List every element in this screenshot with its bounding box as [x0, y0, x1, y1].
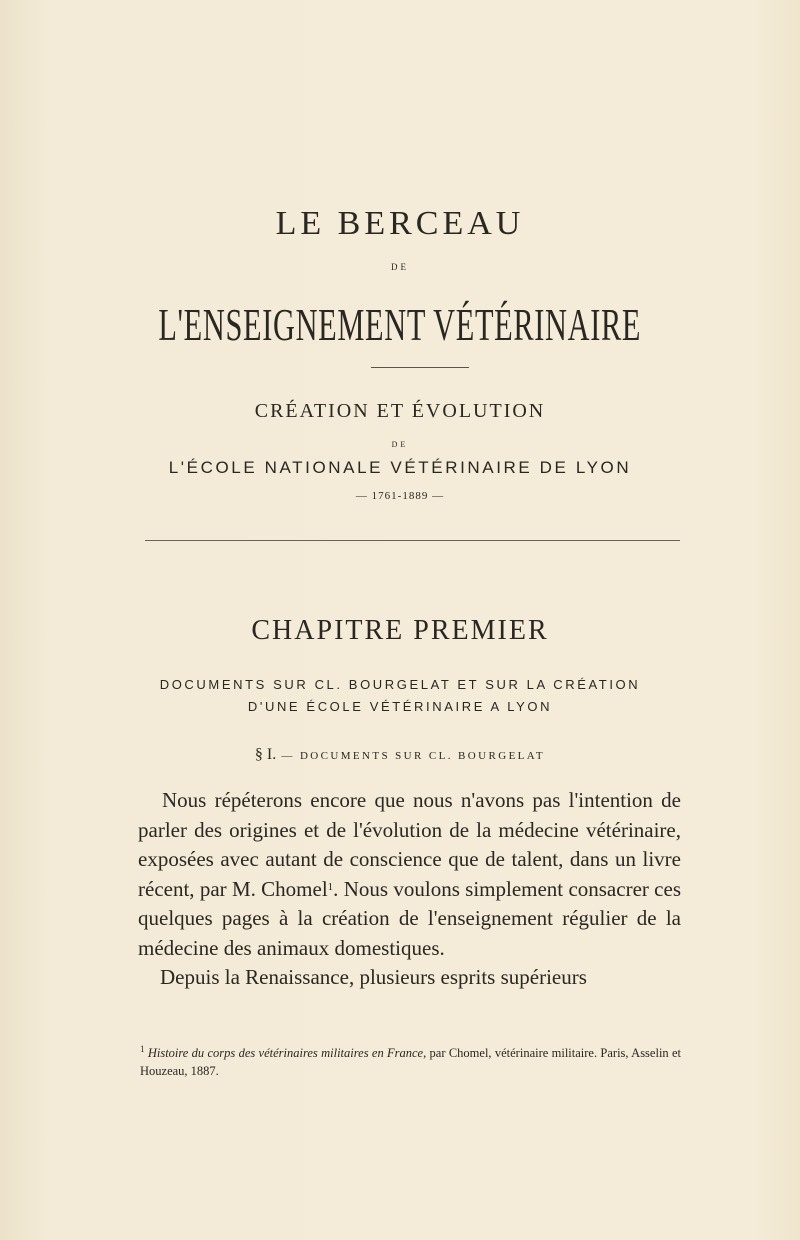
subtitle-line-1: CRÉATION ET ÉVOLUTION: [254, 400, 546, 422]
section-heading: [0, 746, 800, 764]
title-line-2-text: L'ENSEIGNEMENT VÉTÉRINAIRE: [158, 299, 642, 350]
section-symbol: § I.: [254, 746, 277, 763]
paragraph-1-part-1: Nous répéterons encore que nous n'avons pas l'intention de parler des origines et de l'évolution de la médecine vétérinaire, exposées avec autant de conscience que de talent, dans un livre récent, par M. Chomel: [138, 788, 681, 901]
chapter-summary-line-2: D'UNE ÉCOLE VÉTÉRINAIRE A LYON: [247, 699, 553, 714]
chapter-title: CHAPITRE PREMIER: [251, 615, 549, 646]
title-line-1: LE BERCEAU: [275, 205, 525, 242]
paragraph-1-part-2: . Nous voulons simplement consacrer ces quelques pages à la création de l'enseignement régulier de la médecine des animaux domestiques.: [138, 876, 681, 960]
subtitle-de: DE: [391, 440, 409, 449]
paragraph-2: Depuis la Renaissance, plusieurs esprits supérieurs: [160, 965, 587, 989]
subtitle-line-2: L'ÉCOLE NATIONALE VÉTÉRINAIRE DE LYON: [168, 458, 632, 477]
footnote-title: Histoire du corps des vétérinaires militaires en France: [147, 1046, 424, 1060]
title-line-2: [0, 298, 800, 351]
chapter-summary-line-1: DOCUMENTS SUR CL. BOURGELAT ET SUR LA CRÉATION: [159, 677, 641, 692]
title-de: DE: [391, 262, 409, 272]
section-title: — DOCUMENTS SUR CL. BOURGELAT: [281, 750, 546, 762]
subtitle-dates: — 1761-1889 —: [355, 490, 445, 502]
title-divider: [371, 367, 469, 368]
footnote: [140, 1044, 681, 1080]
footnote-marker: 1: [140, 1044, 145, 1054]
body-text: [138, 786, 681, 993]
section-divider: [145, 540, 680, 541]
footnote-reference: 1: [327, 880, 334, 893]
paragraph-1: [138, 786, 681, 963]
footnote-rest: , par Chomel, vétérinaire militaire. Paris, Asselin et Houzeau, 1887.: [140, 1046, 682, 1078]
